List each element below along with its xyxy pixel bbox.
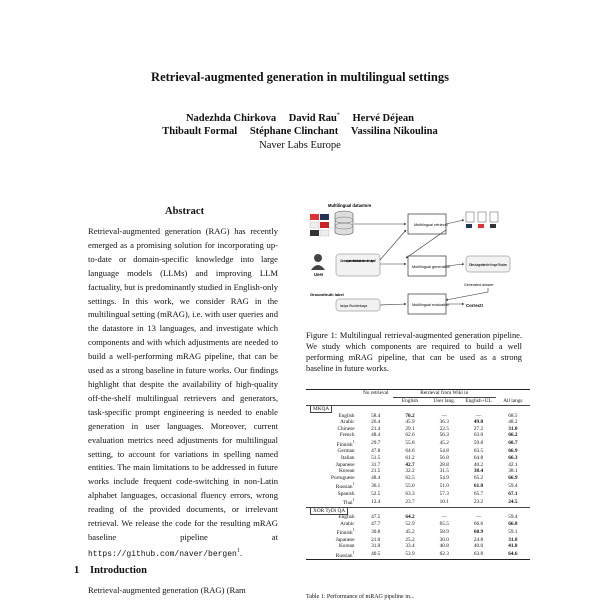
table-row [306,439,530,448]
value-cell: 12.4 [371,498,381,505]
value-cell: 70.2 [405,412,415,419]
dataset-label: XOR TyDi QA [310,507,348,515]
value-cell: 58.4 [371,412,381,419]
value-cell: 62.5 [405,474,415,481]
generation-label: Multilingual generation [412,265,450,269]
affiliation: Naver Labs Europe [259,140,341,151]
value-cell: 40.8 [439,543,449,550]
table-row [306,491,530,498]
value-cell: — [441,514,447,521]
value-cell: 23.7 [405,498,415,505]
value-cell: 54.9 [439,474,449,481]
author-name: David Rau* [288,112,340,124]
language-cell: Spanish [337,490,355,497]
value-cell: 38.4 [473,468,484,475]
value-cell: 64.6 [405,448,415,455]
dataset-row [306,507,530,514]
language-cell: Russian$^1$ [335,481,355,491]
results-table [306,389,530,560]
value-cell: 52.5 [371,490,381,497]
value-cell: — [475,514,482,521]
code-url[interactable]: https://github.com/naver/bergen [88,549,237,559]
correct-text: Correct! [466,303,484,308]
value-cell: 36.3 [439,419,449,426]
value-cell: 57.3 [439,490,449,497]
retrieved-docs-icon [466,212,498,228]
value-cell: 56.8 [439,454,449,461]
evaluation-label: Multilingual evaluation [412,303,450,307]
table-caption: Table 1: Performance of mRAG pipeline in... [306,594,415,600]
abstract-body: Retrieval-augmented generation (RAG) has recently emerged as a promising solution for incorporating up-to-date or domain-specific knowledge into large language models (LLMs) and improving LLM factuality, but is predominantly studied in English-only settings. In this work, we consider RAG in the multilingual setting (mRAG), i.e. with user queries and the datastore in 13 languages, and investigate which components and with which adjustments are needed to build a well-performing mRAG pipeline, that can be used as a strong baseline in future works. Our findings highlight that despite the availability of high-quality off-the-shelf multilingual retrievers and generators, task-specific prompt engineering is needed to enable generation in user languages. Moreover, current evaluation metrics need adjustments for multilingual setting, to account for variations in spelling named entities. The main limitations to be addressed in future works include frequent code-switching in non-Latin alphabet languages, occasional fluency errors, wrong reading of the provided documents, or irrelevant retrieval. We release the code for the resulting mRAG baseline pipeline at https://github.com/naver/bergen$^1$. [88,226,278,559]
value-cell: 61.2 [405,454,415,461]
value-cell: 28.8 [439,461,449,468]
table-row [306,475,530,482]
datastore-flags-icon [310,214,329,236]
value-cell: 48.4 [371,474,381,481]
value-cell: 31.5 [439,468,449,475]
value-cell: 65.5 [439,520,449,527]
author-name: Nadezhda Chirkova [185,112,277,124]
retrieval-label: Multilingual retrieval [414,223,448,227]
value-cell: 10.1 [439,498,449,505]
value-cell: 62.3 [427,550,461,560]
language-cell: English [338,412,355,419]
value-cell: 64.6 [496,550,530,560]
value-cell: 47.5 [371,514,381,521]
table-row [306,543,530,550]
value-cell: 23.2 [473,498,484,505]
value-cell: 64.8 [473,454,484,461]
figure-caption: Figure 1: Multilingual retrieval-augmented generation pipeline. We study which components are required to build a well performing mRAG pipeline, that can be used as a strong baseline in future works. [306,331,522,373]
value-cell: 27.2 [473,425,484,432]
user-label: User [314,272,324,277]
query-text: Comment parviennent les étudiants à réussir en mathématiques ? [340,259,376,263]
value-cell: 62.6 [405,432,415,439]
language-cell: Korean [338,543,355,550]
value-cell: 60.7 [508,440,518,447]
value-cell: 24.8 [473,536,484,543]
value-cell: 33.4 [405,543,415,550]
value-cell: 55.8 [405,440,415,447]
footnote-mark: 1 [236,547,240,554]
value-cell: 45.2 [405,528,415,535]
answer-text: Elles s'appellent le Kenya Rhodes [469,263,507,267]
language-cell: Portuguese [331,474,355,481]
language-cell: Japanese [335,461,355,468]
language-cell: French [339,432,355,439]
value-cell: 48.4 [371,432,381,439]
generated-answer-label: Generated answer [464,283,494,287]
language-cell: English [338,514,355,521]
abstract-heading: Abstract [165,206,205,217]
value-cell: 36.1 [371,482,381,489]
value-cell: 31.7 [371,461,381,468]
table-row [306,481,530,490]
table-row [306,413,530,420]
table-row [306,527,530,536]
value-cell: 24.5 [508,498,518,505]
table-row [306,462,530,469]
value-cell: 61.0 [473,482,484,489]
table-row [306,426,530,433]
authors-line-1 [0,112,600,124]
table-row [306,550,530,560]
value-cell: 66.2 [508,432,518,439]
language-cell: Arabic [340,419,355,426]
language-cell: Arabic [340,520,355,527]
table-row [306,468,530,475]
col-header: No retrieval [362,390,389,397]
value-cell: 49.0 [473,419,484,426]
table-row [306,521,530,528]
datastore-label: Multilingual datastore [328,203,372,208]
value-cell: 59.1 [508,528,518,535]
paper-title: Retrieval-augmented generation in multilingual settings [151,70,449,84]
table-row [306,514,530,521]
value-cell: 65.2 [473,474,484,481]
value-cell: 58.9 [439,528,449,535]
value-cell: 22.5 [439,425,449,432]
value-cell: 48.2 [508,419,518,426]
language-cell: Japanese [335,536,355,543]
value-cell: 31.8 [508,536,518,543]
language-cell: Chinese [337,425,355,432]
dataset-label: MKQA [310,405,332,413]
value-cell: 45.9 [405,419,415,426]
intro-first-line: Retrieval-augmented generation (RAG) (Ram [88,585,246,595]
value-cell: 30.8 [371,528,381,535]
value-cell: 31.0 [508,425,518,432]
section-heading-introduction: 1 Introduction [74,565,147,576]
col-header: All langs [496,398,530,406]
value-cell: 42.7 [405,461,415,468]
ground-truth-text: Isidya Rundenkaya [340,304,368,308]
value-cell: 47.8 [371,448,381,455]
value-cell: — [441,412,447,419]
col-header: English+UL [461,398,495,406]
table-row [306,497,530,507]
language-cell: German [337,448,355,455]
value-cell: 26.4 [371,419,381,426]
ground-truth-label: Groundtruth label [310,292,344,297]
value-cell: 32.2 [405,468,415,475]
user-icon [311,254,325,270]
value-cell: 30.0 [439,536,449,543]
dataset-row [306,406,530,413]
value-cell: 65.7 [473,490,484,497]
table-row [306,537,530,544]
value-cell: — [475,412,482,419]
value-cell: 66.3 [508,454,518,461]
value-cell: 63.5 [473,448,484,455]
value-cell: 21.0 [371,536,381,543]
value-cell: 53.9 [393,550,427,560]
value-cell: 51.0 [439,482,449,489]
language-cell: Finnish$^1$ [336,527,355,537]
value-cell: 60.9 [473,528,484,535]
value-cell: 38.1 [508,468,518,475]
table-row [306,448,530,455]
value-cell: 55.0 [405,482,415,489]
col-header: User lang. [427,398,461,406]
value-cell: 51.5 [371,454,381,461]
value-cell: 63.0 [473,432,484,439]
value-cell: 47.7 [371,520,381,527]
value-cell: 67.1 [508,490,518,497]
pipeline-figure [306,200,522,320]
col-header: English [393,398,427,406]
value-cell: 66.9 [508,448,518,455]
value-cell: 59.4 [508,514,518,521]
value-cell: 42.1 [508,461,518,468]
group-header: Retrieval from Wiki in [393,390,496,398]
value-cell: 68.5 [508,412,518,419]
language-cell: Finnish$^1$ [336,438,355,448]
value-cell: 29.7 [371,440,381,447]
language-cell: Thai$^1$ [342,497,355,507]
value-cell: 40.0 [473,543,484,550]
language-cell: Italian [341,454,355,461]
value-cell: 21.4 [371,425,381,432]
table-row [306,432,530,439]
value-cell: 21.5 [371,468,381,475]
value-cell: 63.8 [461,550,495,560]
language-cell: Korean [338,468,355,475]
value-cell: 56.3 [439,432,449,439]
value-cell: 59.8 [473,440,484,447]
query-bubble [336,254,380,276]
value-cell: 64.2 [405,514,415,521]
table-row [306,419,530,426]
authors-line-2 [0,126,600,137]
value-cell: 25.2 [405,536,415,543]
value-cell: 41.8 [508,543,518,550]
author-name: Thibault Formal [162,126,238,137]
language-cell: Russian$^1$ [306,550,359,560]
table-row [306,455,530,462]
value-cell: 29.1 [405,425,415,432]
author-name: Stéphane Clinchant [249,126,339,137]
value-cell: 52.9 [405,520,415,527]
author-name: Hervé Déjean [352,112,415,124]
value-cell: 63.3 [405,490,415,497]
database-icon [335,211,353,235]
value-cell: 40.2 [473,461,484,468]
value-cell: 40.5 [359,550,393,560]
value-cell: 45.2 [439,440,449,447]
value-cell: 31.0 [371,543,381,550]
value-cell: 66.6 [473,520,484,527]
abstract-text: Retrieval-augmented generation (RAG) has recently emerged as a promising solution for incorporating up-to-date or domain-specific knowledge into large language models (LLMs) and improving LLM factuality, but is predominantly studied in English-only settings. In this work, we consider RAG in the multilingual setting (mRAG), i.e. with user queries and the datastore in 13 languages, and investigate which components and with which adjustments are needed to build a well-performing mRAG pipeline, that can be used as a strong baseline in future works. Our findings highlight that despite the availability of high-quality off-the-shelf multilingual retrievers and generators, task-specific prompt engineering is needed to enable generation in user languages. Moreover, current evaluation metrics need adjustments for multilingual setting, to account for variations in spelling named entities. The main limitations to be addressed in future works include frequent code-switching in non-Latin alphabet languages, occasional fluency errors, wrong reading of the provided documents, or irrelevant retrieval. We release the code for the resulting mRAG baseline pipeline at [88,226,278,542]
value-cell: 66.8 [508,520,518,527]
value-cell: 59.4 [508,482,518,489]
value-cell: 54.8 [439,448,449,455]
value-cell: 66.9 [508,474,518,481]
author-name: Vassilina Nikoulina [350,126,438,137]
